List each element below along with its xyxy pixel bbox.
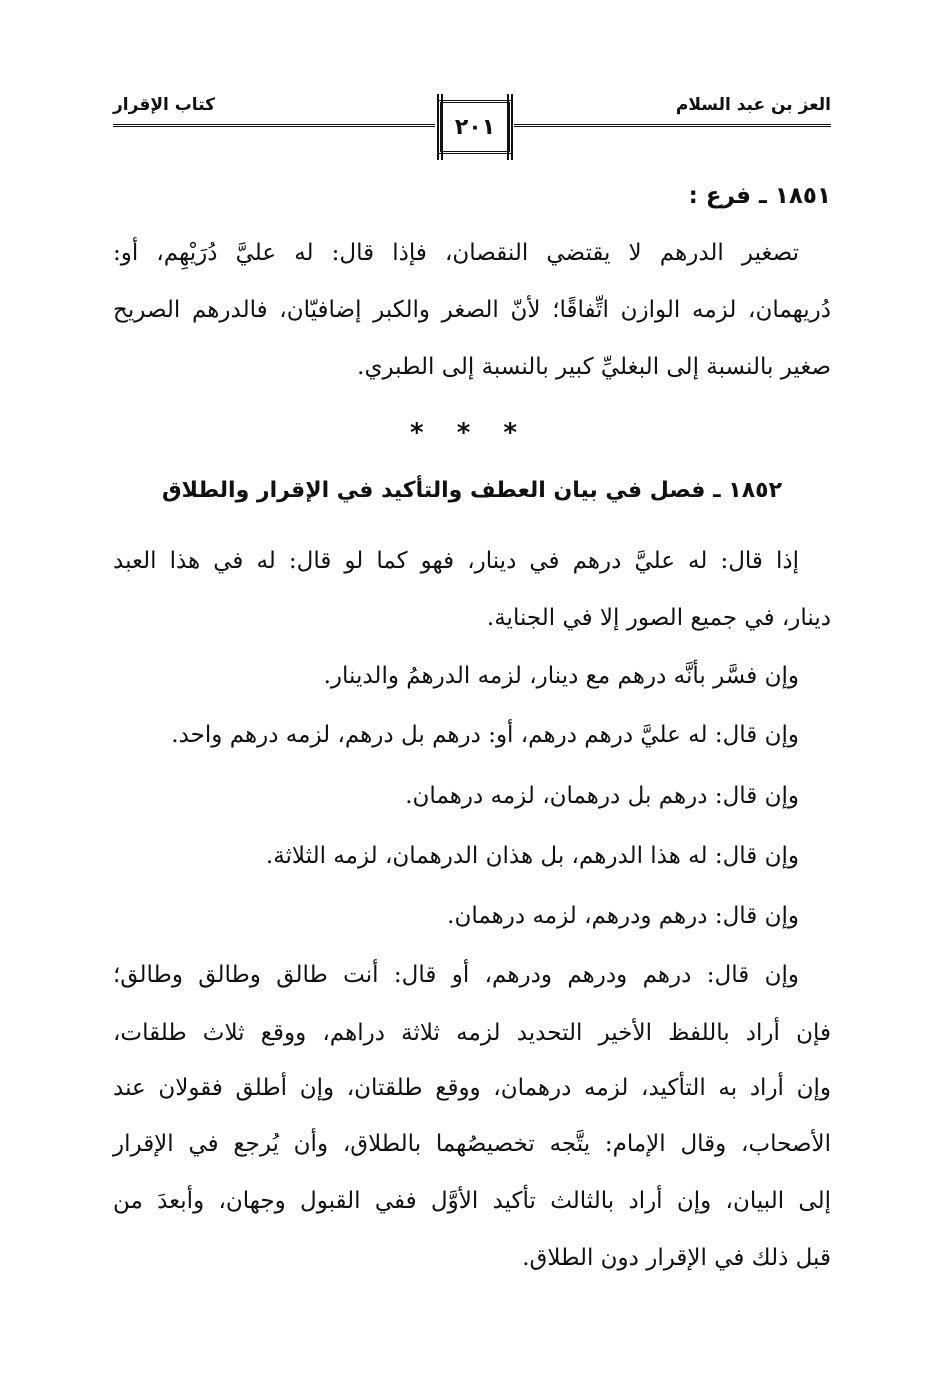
section-1852-line-8: وإن قال: درهم ودرهم ودرهم، أو قال: أنت طالق وطالق وطالق؛ — [113, 962, 799, 988]
section-1851-title: ١٨٥١ ـ فرع : — [688, 183, 831, 209]
section-separator: * * * — [410, 418, 529, 448]
running-header-book-title: كتاب الإقرار — [113, 95, 216, 115]
header-rule-right — [514, 124, 831, 127]
page-number-frame — [438, 100, 512, 154]
page-number: ٢٠١ — [454, 114, 496, 140]
section-1851-line-2: دُريهمان، لزمه الوازن اتِّفاقًا؛ لأنّ الصغر والكبر إضافيّان، فالدرهم الصريح — [113, 297, 831, 323]
section-1852-line-1: إذا قال: له عليَّ درهم في دينار، فهو كما لو قال: له في هذا العبد — [113, 548, 799, 574]
section-1852-line-10: وإن أراد به التأكيد، لزمه درهمان، ووقع طلقتان، وإن أطلق فقولان عند — [113, 1075, 831, 1101]
running-header-author: العز بن عبد السلام — [675, 95, 831, 115]
section-1851-line-1: تصغير الدرهم لا يقتضي النقصان، فإذا قال: له عليَّ دُرَيْهِم، أو: — [113, 240, 799, 266]
section-1852-line-6: وإن قال: له هذا الدرهم، بل هذان الدرهمان، لزمه الثلاثة. — [265, 843, 799, 869]
section-1852-line-5: وإن قال: درهم بل درهمان، لزمه درهمان. — [405, 783, 799, 809]
header-rule-left — [113, 124, 435, 127]
section-1851-line-3: صغير بالنسبة إلى البغليِّ كبير بالنسبة إلى الطبري. — [357, 354, 831, 380]
section-1852-line-11: الأصحاب، وقال الإمام: يتَّجه تخصيصُهما بالطلاق، وأن يُرجع في الإقرار — [113, 1131, 831, 1157]
section-1852-line-3: وإن فسَّر بأنَّه درهم مع دينار، لزمه الدرهمُ والدينار. — [323, 663, 799, 689]
section-1852-line-9: فإن أراد باللفظ الأخير التحديد لزمه ثلاثة دراهم، ووقع ثلاث طلقات، — [113, 1020, 831, 1046]
section-1852-line-12: إلى البيان، وإن أراد بالثالث تأكيد الأوَّل ففي القبول وجهان، وأبعدَ من — [113, 1188, 831, 1214]
section-1852-title: ١٨٥٢ ـ فصل في بيان العطف والتأكيد في الإقرار والطلاق — [161, 478, 783, 503]
section-1852-line-7: وإن قال: درهم ودرهم، لزمه درهمان. — [447, 903, 799, 929]
section-1852-line-13: قبل ذلك في الإقرار دون الطلاق. — [522, 1245, 831, 1271]
section-1852-line-2: دينار، في جميع الصور إلا في الجناية. — [486, 605, 831, 631]
section-1852-line-4: وإن قال: له عليَّ درهم درهم، أو: درهم بل درهم، لزمه درهم واحد. — [171, 722, 799, 748]
